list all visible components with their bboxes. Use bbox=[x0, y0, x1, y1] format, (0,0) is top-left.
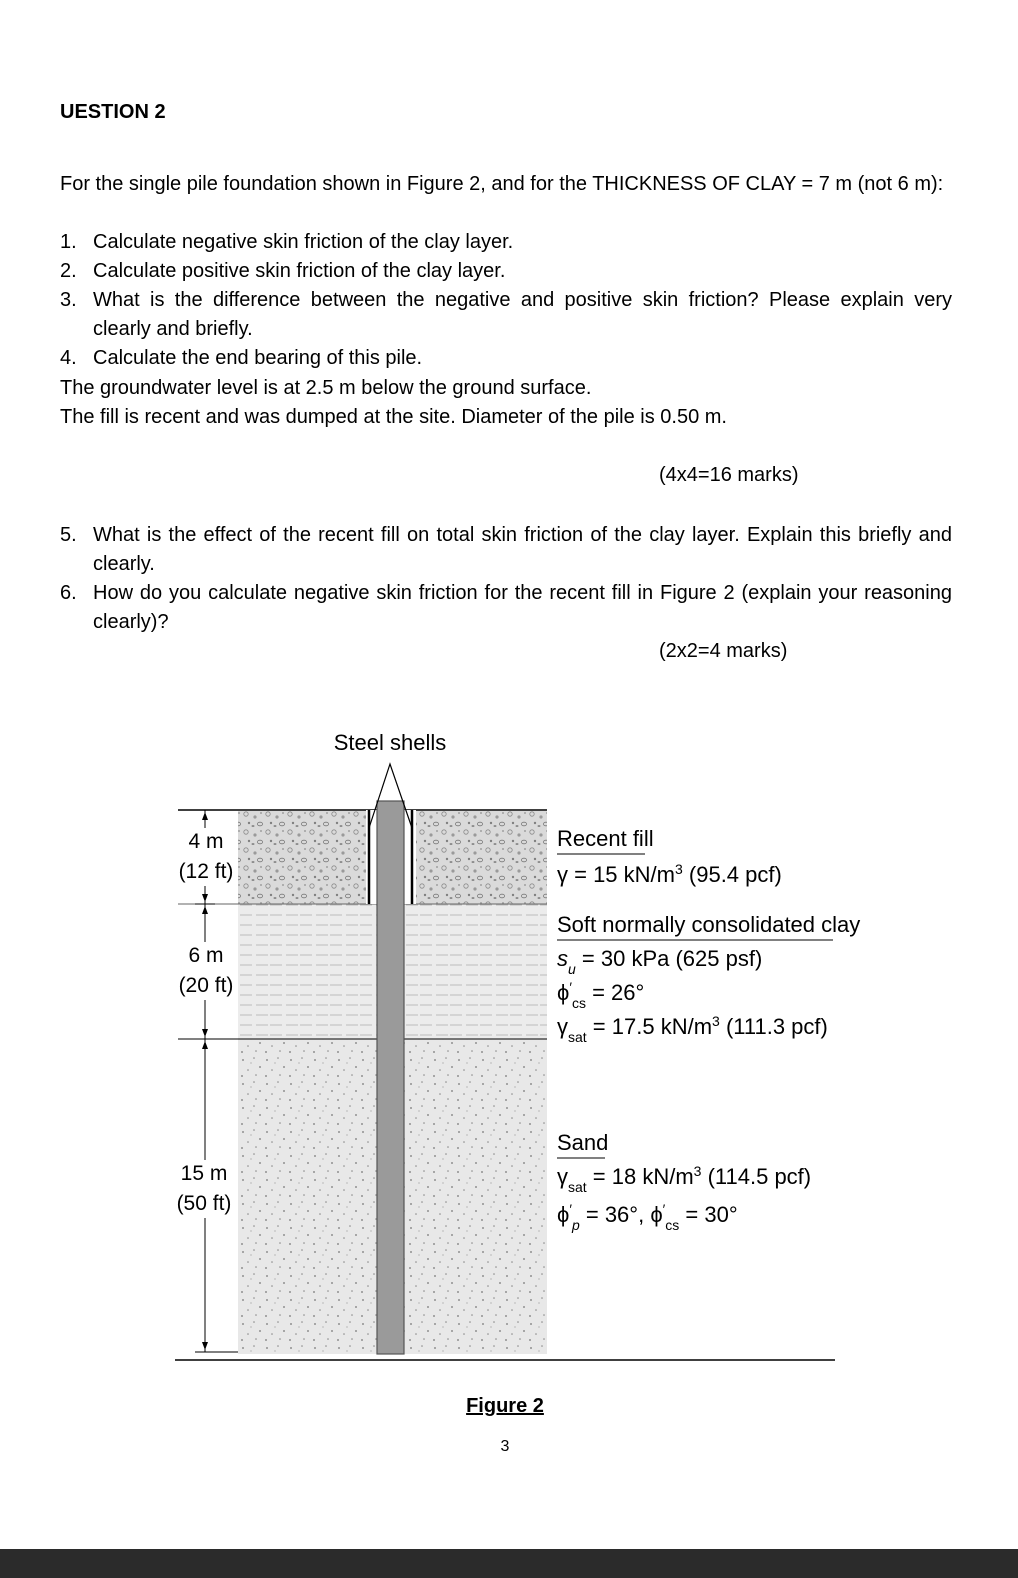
dim-fill-m: 4 m bbox=[188, 830, 224, 853]
question-list-b bbox=[60, 521, 952, 637]
list-item bbox=[60, 257, 952, 286]
bottom-bar bbox=[0, 1549, 1018, 1578]
sand-name: Sand bbox=[557, 1130, 609, 1155]
question-text: How do you calculate negative skin friction for the recent fill in Figure 2 (explain your reasoning clearly)? bbox=[93, 582, 952, 633]
steel-shells-label: Steel shells bbox=[333, 730, 447, 755]
list-item bbox=[60, 521, 952, 579]
question-number: 2. bbox=[60, 260, 77, 282]
dim-clay-ft: (20 ft) bbox=[178, 974, 234, 997]
list-item bbox=[60, 286, 952, 344]
clay-name: Soft normally consolidated clay bbox=[557, 912, 861, 937]
sand-gsat: $\gamma_{sat} = 18$ $kN/m^3$ (114.5 pcf) bbox=[557, 1163, 812, 1195]
list-item bbox=[60, 579, 952, 637]
clay-gsat: $\gamma_{sat} = 17.5$ $kN/m^3$ (111.3 pcf) bbox=[557, 1013, 828, 1045]
arrow-icon bbox=[202, 894, 208, 902]
arrow-icon bbox=[202, 1041, 208, 1049]
question-text: What is the difference between the negative and positive skin friction? Please explain very clearly and briefly. bbox=[93, 289, 952, 340]
question-text: Calculate the end bearing of this pile. bbox=[93, 347, 423, 369]
pile-figure bbox=[0, 700, 1018, 1390]
pile bbox=[377, 801, 404, 1354]
groundwater-note: The groundwater level is at 2.5 m below the ground surface. bbox=[60, 377, 592, 399]
question-list-a bbox=[60, 228, 952, 373]
intro-paragraph: For the single pile foundation shown in Figure 2, and for the THICKNESS OF CLAY = 7 m (not 6 m): bbox=[60, 173, 944, 195]
fill-note: The fill is recent and was dumped at the site. Diameter of the pile is 0.50 m. bbox=[60, 406, 727, 428]
list-item bbox=[60, 344, 952, 373]
arrow-icon bbox=[202, 906, 208, 914]
question-text: Calculate positive skin friction of the clay layer. bbox=[93, 260, 506, 282]
marks-label-a: (4x4=16 marks) bbox=[659, 464, 799, 486]
clay-su: $s_u = 30$ kPa (625 psf) bbox=[557, 946, 763, 977]
page-number: 3 bbox=[500, 1438, 510, 1455]
arrow-icon bbox=[202, 812, 208, 820]
question-text: Calculate negative skin friction of the clay layer. bbox=[93, 231, 514, 253]
clay-phi: $\phi'_{cs} = 26^\circ$ bbox=[557, 979, 645, 1011]
fill-unit-weight: γ = 15 $kN/m^3$ (95.4 pcf) bbox=[557, 861, 782, 887]
question-heading: UESTION 2 bbox=[60, 101, 166, 123]
marks-label-b: (2x2=4 marks) bbox=[659, 640, 788, 662]
fill-name: Recent fill bbox=[557, 826, 654, 851]
dim-sand-m: 15 m bbox=[180, 1162, 228, 1185]
question-text: What is the effect of the recent fill on total skin friction of the clay layer. Explain this briefly and clearly. bbox=[93, 524, 952, 575]
arrow-icon bbox=[202, 1342, 208, 1350]
question-number: 6. bbox=[60, 582, 77, 604]
dim-clay-m: 6 m bbox=[188, 944, 224, 967]
question-number: 3. bbox=[60, 289, 77, 311]
question-number: 1. bbox=[60, 231, 77, 253]
sand-phi: $\phi'_p = 36^\circ$, $\phi'_{cs} = 30^\circ$ bbox=[557, 1201, 738, 1233]
list-item bbox=[60, 228, 952, 257]
figure-title: Figure 2 bbox=[466, 1395, 544, 1417]
arrow-icon bbox=[202, 1029, 208, 1037]
question-number: 5. bbox=[60, 524, 77, 546]
question-number: 4. bbox=[60, 347, 77, 369]
dim-fill-ft: (12 ft) bbox=[178, 860, 234, 883]
dim-sand-ft: (50 ft) bbox=[176, 1192, 232, 1215]
